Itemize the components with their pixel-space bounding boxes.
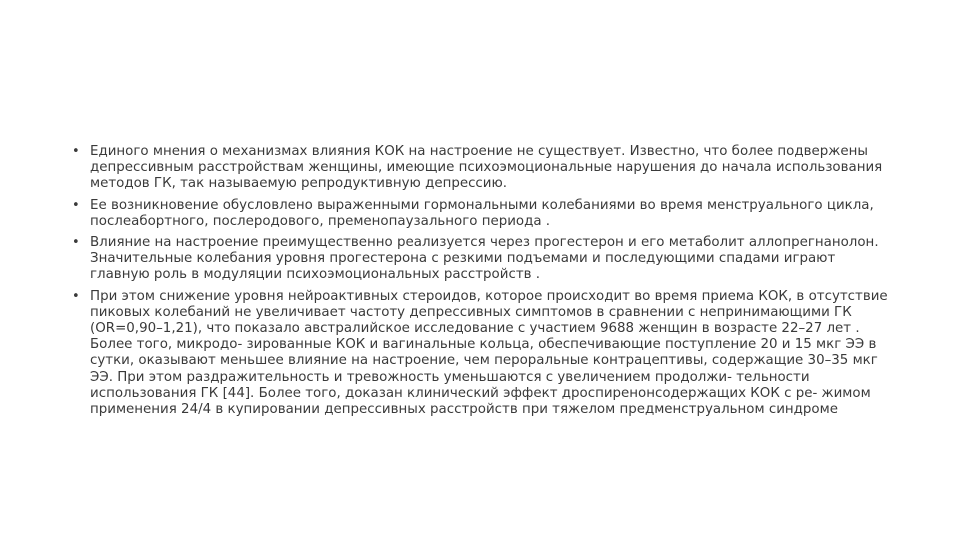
bullet-item [72,235,892,284]
bullet-icon: • [72,197,80,213]
bullet-text: Единого мнения о механизмах влияния КОК на настроение не существует. Известно, что более подвержены депрессивным расстройствам женщины, имеющие психоэмоциональные нарушения до начала использования методов ГК, так называемую репродуктивную депрессию. [90,144,883,192]
bullet-item [72,144,892,193]
bullet-text: Влияние на настроение преимущественно реализуется через прогестерон и его метаболит аллопрегнанолон. Значительные колебания уровня прогестерона с резкими подъемами и последующими спадами играют главную роль в модуляции психоэмоциональных расстройств . [90,235,879,283]
bullet-item [72,289,892,419]
bullet-text: При этом снижение уровня нейроактивных стероидов, которое происходит во время приема КОК, в отсутствие пиковых колебаний не увеличивает частоту депрессивных симптомов в сравнении с непринимающими ГК (OR=0,90–1,21), что показало австралийское исследование с участием 9688 женщин в возрасте 22–27 лет . Более того, микродо- зированные КОК и вагинальные кольца, обеспечивающие поступление 20 и 15 мкг ЭЭ в сутки, оказывают меньшее влияние на настроение, чем пероральные контрацептивы, содержащие 30–35 мкг ЭЭ. При этом раздражительность и тревожность уменьшаются с увеличением продолжи- тельности использования ГК [44]. Более того, доказан клинический эффект дроспиренонсодержащих КОК с ре- жимом применения 24/4 в купировании депрессивных расстройств при тяжелом предменструальном синдроме [90,288,888,418]
bullet-item [72,198,892,230]
bullet-icon: • [72,235,80,251]
bullet-list [72,144,892,423]
bullet-icon: • [72,144,80,159]
bullet-icon: • [72,288,80,304]
bullet-text: Ее возникновение обусловлено выраженными гормональными колебаниями во время менструального цикла, послеабортного, послеродового, пременопаузального периода . [90,197,874,229]
